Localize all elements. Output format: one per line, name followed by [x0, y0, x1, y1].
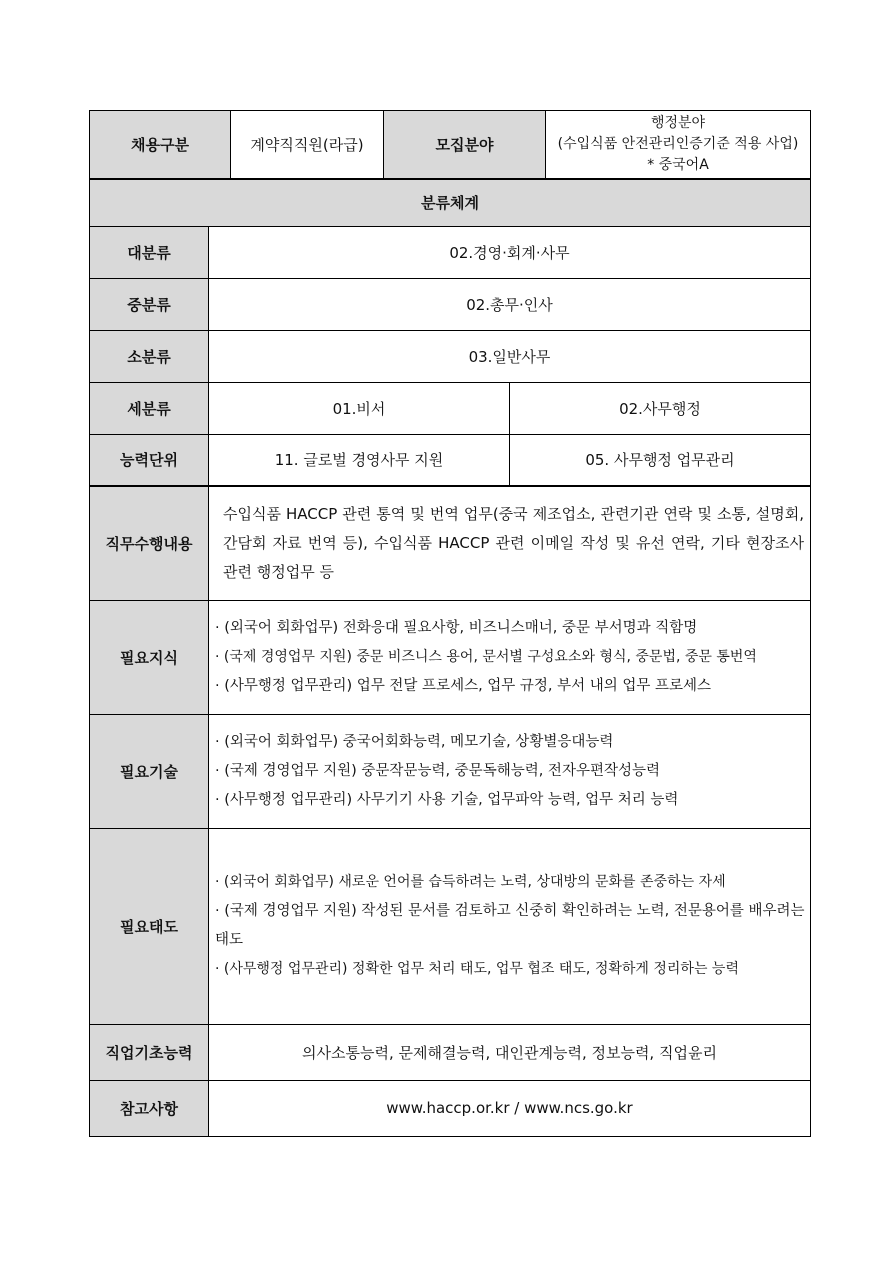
- detail-value-admin: 02.사무행정: [510, 382, 811, 434]
- attitude-list: [209, 828, 811, 1024]
- minor-value: 03.일반사무: [209, 330, 811, 382]
- minor-label: 소분류: [90, 330, 209, 382]
- attitude-item: · (사무행정 업무관리) 정확한 업무 처리 태도, 업무 협조 태도, 정확하게 정리하는 능력: [215, 961, 739, 977]
- basic-ability-label: 직업기초능력: [90, 1024, 209, 1080]
- knowledge-item: · (사무행정 업무관리) 업무 전달 프로세스, 업무 규정, 부서 내의 업무 프로세스: [215, 677, 712, 694]
- attitude-label: 필요태도: [90, 828, 209, 1024]
- field-value: [546, 111, 811, 179]
- classification-table: [89, 178, 811, 1137]
- major-value: 02.경영·회계·사무: [209, 226, 811, 278]
- unit-value-global: 11. 글로벌 경영사무 지원: [209, 434, 510, 486]
- attitude-item: · (외국어 회화업무) 새로운 언어를 습득하려는 노력, 상대방의 문화를 존중하는 자세: [215, 874, 726, 890]
- middle-label: 중분류: [90, 278, 209, 330]
- field-label: 모집분야: [384, 111, 546, 179]
- job-description-document: [89, 110, 810, 1137]
- field-value-line1: 행정분야: [650, 115, 706, 131]
- unit-value-admin: 05. 사무행정 업무관리: [510, 434, 811, 486]
- skills-item: · (사무행정 업무관리) 사무기기 사용 기술, 업무파악 능력, 업무 처리 능력: [215, 791, 679, 808]
- unit-label: 능력단위: [90, 434, 209, 486]
- header-table: [89, 110, 811, 179]
- classification-title: 분류체계: [90, 179, 811, 226]
- attitude-item: · (국제 경영업무 지원) 작성된 문서를 검토하고 신중히 확인하려는 노력, 전문용어를 배우려는 태도: [215, 903, 805, 948]
- reference-value: www.haccp.or.kr / www.ncs.go.kr: [209, 1080, 811, 1136]
- hire-type-value: 계약직직원(라급): [231, 111, 384, 179]
- duties-text: 수입식품 HACCP 관련 통역 및 번역 업무(중국 제조업소, 관련기관 연락 및 소통, 설명회, 간담회 자료 번역 등), 수입식품 HACCP 관련 이메일 작성 및 유선 연락, 기타 현장조사 관련 행정업무 등: [209, 486, 811, 600]
- field-value-line2: (수입식품 안전관리인증기준 적용 사업): [557, 136, 799, 152]
- detail-label: 세분류: [90, 382, 209, 434]
- skills-list: [209, 714, 811, 828]
- knowledge-item: · (외국어 회화업무) 전화응대 필요사항, 비즈니스매너, 중문 부서명과 직함명: [215, 619, 698, 636]
- field-value-line3: * 중국어A: [647, 157, 709, 173]
- knowledge-item: · (국제 경영업무 지원) 중문 비즈니스 용어, 문서별 구성요소와 형식, 중문법, 중문 통번역: [215, 648, 757, 665]
- reference-label: 참고사항: [90, 1080, 209, 1136]
- skills-label: 필요기술: [90, 714, 209, 828]
- detail-value-secretary: 01.비서: [209, 382, 510, 434]
- middle-value: 02.총무·인사: [209, 278, 811, 330]
- skills-item: · (국제 경영업무 지원) 중문작문능력, 중문독해능력, 전자우편작성능력: [215, 762, 660, 779]
- basic-ability-value: 의사소통능력, 문제해결능력, 대인관계능력, 정보능력, 직업윤리: [209, 1024, 811, 1080]
- knowledge-label: 필요지식: [90, 600, 209, 714]
- skills-item: · (외국어 회화업무) 중국어회화능력, 메모기술, 상황별응대능력: [215, 733, 614, 750]
- hire-type-label: 채용구분: [90, 111, 231, 179]
- duties-label: 직무수행내용: [90, 486, 209, 600]
- major-label: 대분류: [90, 226, 209, 278]
- knowledge-list: [209, 600, 811, 714]
